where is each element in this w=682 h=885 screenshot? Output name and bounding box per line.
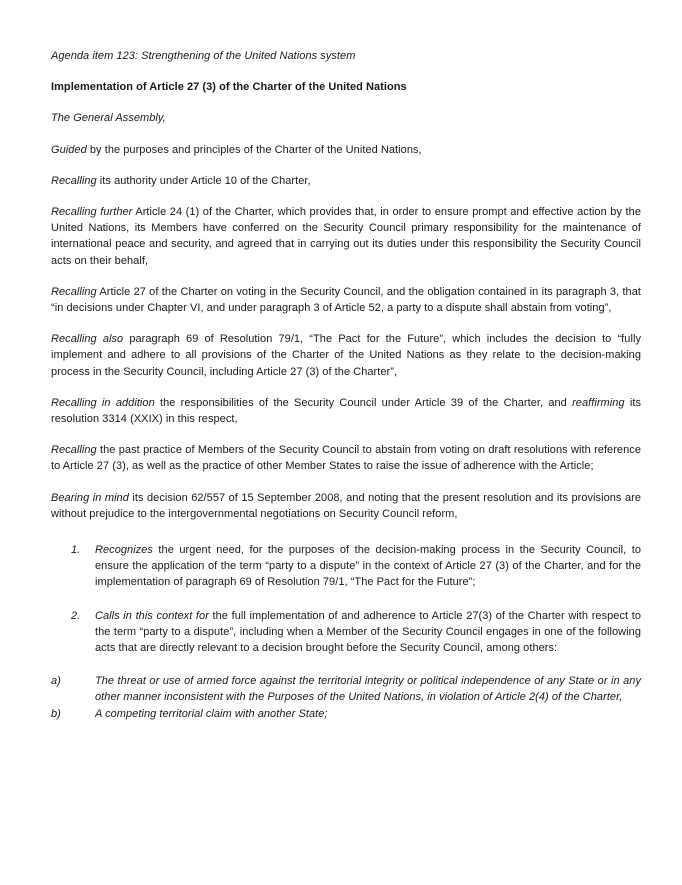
sub-item-letter: a) — [51, 675, 61, 688]
operative-lead: Calls in this context for — [95, 609, 209, 622]
operative-lead: Recognizes — [95, 544, 153, 557]
preamble-text-secondary: its resolution 3314 (XXIX) in this respect, — [51, 396, 641, 426]
preamble-lead: Guided — [51, 143, 87, 156]
preamble-lead: Recalling — [51, 444, 97, 457]
preamble-paragraph-8 — [51, 490, 641, 522]
preamble-paragraph-1 — [51, 142, 641, 158]
preamble-text: its decision 62/557 of 15 September 2008, and noting that the present resolution and its provisions are without prejudice to the intergovernmental negotiations on Security Council reform, — [51, 491, 641, 520]
operative-paragraph-2 — [51, 608, 641, 657]
preamble-text: paragraph 69 of Resolution 79/1, “The Pact for the Future”, which includes the decision to “fully implement and adhere to all provisions of the Charter of the United Nations as they relate to the decision-making process in the Security Council, including Article 27 (3) of the Charter”, — [51, 333, 641, 378]
operative-number: 2. — [71, 609, 81, 622]
operative-body — [95, 608, 641, 657]
preamble-text: by the purposes and principles of the Charter of the United Nations, — [86, 143, 422, 156]
preamble-paragraph-4 — [51, 284, 641, 316]
operative-body — [95, 542, 641, 591]
preamble-lead: Recalling — [51, 285, 97, 298]
general-assembly-line: The General Assembly, — [51, 112, 166, 125]
sub-item-b — [51, 706, 641, 722]
preamble-text: Article 27 of the Charter on voting in the Security Council, and the obligation contained in its paragraph 3, that “in decisions under Chapter VI, and under paragraph 3 of Article 52, a party to a dispute shall abstain from voting”, — [51, 285, 641, 315]
preamble-paragraph-3 — [51, 204, 641, 269]
sub-item-text: The threat or use of armed force against the territorial integrity or political independence of any State or in any other manner inconsistent with the Purposes of the United Nations, in violation of Article 2(4) of the Charter, — [95, 675, 641, 704]
resolution-title: Implementation of Article 27 (3) of the Charter of the United Nations — [51, 81, 407, 94]
preamble-lead: Recalling — [51, 174, 97, 187]
sub-item-a — [51, 673, 641, 705]
operative-number: 1. — [71, 544, 81, 557]
agenda-item: Agenda item 123: Strengthening of the United Nations system — [51, 50, 356, 62]
preamble-lead: Bearing in mind — [51, 491, 129, 504]
operative-paragraph-1 — [51, 542, 641, 591]
preamble-lead: Recalling further — [51, 206, 133, 219]
preamble-text: the past practice of Members of the Security Council to abstain from voting on draft resolutions with reference to Article 27 (3), as well as the practice of other Member States to raise the issue of adherence with the Article; — [51, 444, 641, 473]
preamble-text: Article 24 (1) of the Charter, which provides that, in order to ensure prompt and effective action by the United Nations, its Members have conferred on the Security Council primary responsibility for the maintenance of international peace and security, and agreed that in carrying out its duties under this responsibility the Security Council acts on their behalf, — [51, 206, 641, 267]
operative-text: the urgent need, for the purposes of the decision-making process in the Security Council, to ensure the application of the term “party to a dispute” in the context of Article 27 (3) of the Charter, and for the implementation of paragraph 69 of Resolution 79/1, “The Pact for the Future”; — [95, 544, 641, 589]
preamble-lead-secondary: reaffirming — [572, 396, 625, 409]
preamble-paragraph-2 — [51, 173, 641, 189]
preamble-text: its authority under Article 10 of the Charter, — [96, 174, 311, 187]
sub-item-letter: b) — [51, 707, 61, 720]
preamble-paragraph-5 — [51, 331, 641, 380]
preamble-lead: Recalling also — [51, 333, 124, 346]
preamble-text: the responsibilities of the Security Council under Article 39 of the Charter, and — [154, 396, 573, 409]
sub-item-text: A competing territorial claim with another State; — [95, 707, 328, 720]
preamble-paragraph-7 — [51, 442, 641, 474]
operative-text: the full implementation of and adherence to Article 27(3) of the Charter with respect to the term “party to a dispute”, including when a Member of the Security Council engages in one of the following acts that are directly relevant to a decision brought before the Security Council, among others: — [95, 609, 641, 655]
preamble-lead: Recalling in addition — [51, 396, 155, 409]
preamble-paragraph-6 — [51, 395, 641, 427]
